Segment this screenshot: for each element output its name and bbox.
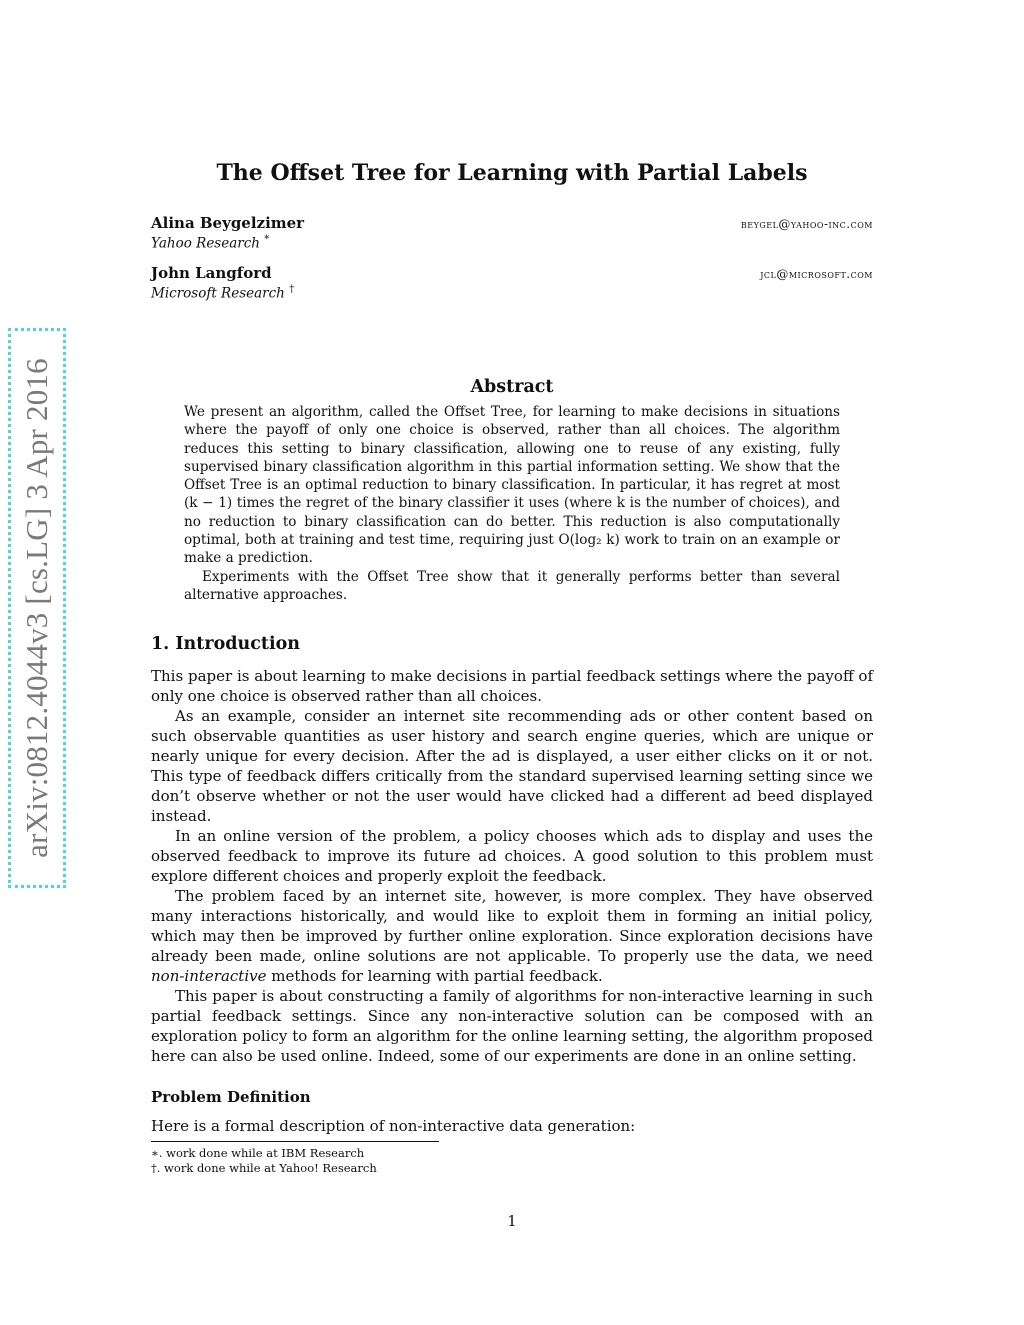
author-block-2 [151,264,873,302]
problem-definition-body [151,1116,873,1136]
body-paragraph: This paper is about learning to make decisions in partial feedback settings where the payoff of only one choice is observed rather than all choices. [151,667,873,706]
footnote: †. work done while at Yahoo! Research [151,1161,377,1176]
body-paragraph: This paper is about constructing a family of algorithms for non-interactive learning in such partial feedback settings. Since any non-interactive solution can be composed with an exploration policy to form an algorithm for the online learning setting, the algorithm proposed here can also be used online. Indeed, some of our experiments are done in an online setting. [151,987,873,1066]
author-affiliation: Microsoft Research † [151,283,295,301]
abstract-text [184,403,840,604]
paper-title: The Offset Tree for Learning with Partial Labels [216,160,808,186]
section-heading-introduction: 1. Introduction [151,634,300,655]
author-affiliation: Yahoo Research * [151,234,270,252]
footnote-divider [151,1141,439,1142]
author-email[interactable]: jcl@microsoft.com [760,266,873,281]
body-paragraph: Here is a formal description of non-interactive data generation: [151,1117,636,1136]
author-email[interactable]: beygel@yahoo-inc.com [740,217,873,231]
author-block-1 [151,214,873,252]
body-paragraph: In an online version of the problem, a policy chooses which ads to display and uses the observed feedback to improve its future ad choices. A good solution to this problem must explore different choices and properly exploit the feedback. [151,827,873,886]
abstract-paragraph: Experiments with the Offset Tree show that it generally performs better than several alternative approaches. [184,568,840,603]
paper-page [151,160,873,1176]
author-name: John Langford [151,263,272,282]
introduction-body [151,666,873,1066]
emphasis: non-interactive [151,967,267,986]
arxiv-identifier-stamp: arXiv:0812.4044v3 [cs.LG] 3 Apr 2016 [8,328,66,888]
abstract-heading: Abstract [470,377,554,397]
page-number: 1 [507,1212,517,1230]
body-paragraph: As an example, consider an internet site recommending ads or other content based on such observable quantities as user history and search engine queries, which are unique or nearly unique for every decision. After the ad is displayed, a user either clicks on it or not. This type of feedback differs critically from the standard supervised learning setting since we don’t observe whether or not the user would have clicked had a different ad beed displayed instead. [151,707,873,826]
abstract-paragraph: We present an algorithm, called the Offset Tree, for learning to make decisions in situations where the payoff of only one choice is observed, rather than all choices. The algorithm reduces this setting to binary classification, allowing one to reuse of any existing, fully supervised binary classification algorithm in this partial information setting. We show that the Offset Tree is an optimal reduction to binary classification. In particular, it has regret at most (k − 1) times the regret of the binary classifier it uses (where k is the number of choices), and no reduction to binary classification can do better. This reduction is also computationally optimal, both at training and test time, requiring just O(log₂ k) work to train on an example or make a prediction. [184,404,840,567]
subsection-heading-problem-definition: Problem Definition [151,1088,311,1107]
body-paragraph: The problem faced by an internet site, however, is more complex. They have observed many interactions historically, and would like to exploit them in forming an initial policy, which may then be improved by further online exploration. Since exploration decisions have already been made, online solutions are not applicable. To properly use the data, we need non-interactive methods for learning with partial feedback. [151,887,873,986]
author-name: Alina Beygelzimer [151,214,305,232]
footnote: ∗. work done while at IBM Research [151,1146,365,1161]
